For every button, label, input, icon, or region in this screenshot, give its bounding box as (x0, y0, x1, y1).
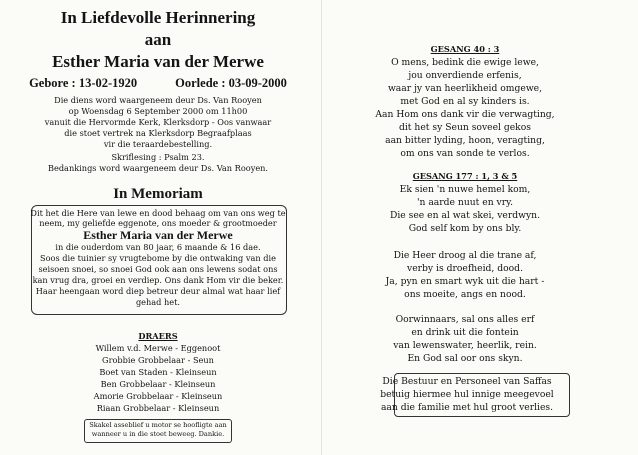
heading-aan: aan (144, 30, 172, 49)
service-line: die stoet vertrek na Klerksdorp Begraafplaas (64, 128, 252, 138)
hymn-line: dit het sy Seun soveel gekos (398, 122, 531, 133)
service-line: op Woensdag 6 September 2000 om 11h00 (68, 106, 248, 116)
hymn-line: van lewenswater, heerlik, rein. (393, 340, 537, 351)
pallbearer: Riaan Grobbelaar - Kleinseun (96, 403, 220, 413)
hymn-line: waar jy van heerlikheid omgewe, (387, 83, 543, 94)
hymn2-title: GESANG 177 : 1, 3 & 5 (412, 171, 518, 181)
hymn-line: Die Heer droog al die trane af, (393, 250, 537, 261)
hymn-line: Ja, pyn en smart wyk uit die hart - (385, 276, 545, 287)
condolence-line: betuig hiermee hul innige meegevoel (380, 389, 554, 400)
condolence-line: aan die familie met hul groot verlies. (380, 402, 554, 413)
memoriam-line: gehad het. (135, 297, 181, 307)
death-date: Oorlede : 03-09-2000 (175, 76, 287, 90)
deceased-name: Esther Maria van der Merwe (52, 52, 264, 71)
hymn-line: O mens, bedink die ewige lewe, (391, 57, 539, 68)
service-line: Die diens word waargeneem deur Ds. Van Rooyen (54, 95, 262, 105)
notice-line: wanneer u in die stoet beweeg. Dankie. (91, 430, 225, 438)
memoriam-line: seisoen snoei, so snoei God ook aan ons lewens sodat ons (38, 264, 278, 274)
birth-date: Gebore : 13-02-1920 (29, 76, 138, 90)
condolence-line: Die Bestuur en Personeel van Saffas (382, 376, 552, 387)
page-fold (321, 0, 322, 455)
pallbearers-title: DRAERS (138, 331, 178, 341)
memoriam-name: Esther Maria van der Merwe (83, 228, 233, 242)
notice-line: Skakel asseblief u motor se hoofligte aan (89, 421, 227, 429)
pallbearer: Grobbie Grobbelaar - Seun (102, 355, 214, 365)
memoriam-line: kan vrug dra, groei en verdiep. Ons dank Hom vir die beker. (32, 275, 284, 285)
hymn-line: om ons van sonde te verlos. (400, 148, 530, 159)
hymn1-title: GESANG 40 : 3 (430, 44, 500, 54)
pallbearer: Boet van Staden - Kleinseun (99, 367, 217, 377)
memoriam-line: Soos die tuinier sy vrugtebome by die ontwaking van die (40, 253, 276, 263)
hymn-line: Oorwinnaars, sal ons alles erf (395, 314, 535, 325)
hymn-line: En God sal oor ons skyn. (407, 353, 523, 364)
hymn-line: en drink uit die fontein (411, 327, 519, 338)
pallbearer: Willem v.d. Merwe - Eggenoot (95, 343, 221, 353)
memoriam-title: In Memoriam (113, 186, 203, 202)
pallbearer: Ben Grobbelaar - Kleinseun (100, 379, 216, 389)
hymn-line: jou onverdiende erfenis, (408, 70, 522, 81)
hymn-line: ons moeite, angs en nood. (404, 289, 526, 300)
hymn-line: Die see en al wat skei, verdwyn. (389, 210, 541, 221)
memoriam-line: in die ouderdom van 80 jaar, 6 maande & 16 dae. (55, 242, 261, 252)
memoriam-line: Dit het die Here van lewe en dood behaag om van ons weg te (30, 208, 286, 218)
hymn-line: Aan Hom ons dank vir die verwagting, (375, 109, 555, 120)
memoriam-line: neem, my geliefde eggenote, ons moeder & grootmoeder (39, 218, 277, 228)
hymn-line: verby is droefheid, dood. (407, 263, 523, 274)
scripture-reading: Skriflesing : Psalm 23. (111, 152, 205, 162)
hymn-line: Ek sien 'n nuwe hemel kom, (399, 184, 531, 195)
hymn-line: 'n aarde nuut en vry. (416, 197, 514, 208)
dates-row (8, 76, 308, 91)
thanks-line: Bedankings word waargeneem deur Ds. Van Rooyen. (47, 163, 269, 173)
hymn-line: God self kom by ons bly. (408, 223, 522, 234)
pallbearer: Amorie Grobbelaar - Kleinseun (93, 391, 223, 401)
hymn-line: met God en al sy kinders is. (400, 96, 530, 107)
service-line: vanuit die Hervormde Kerk, Klerksdorp - Oos vanwaar (44, 117, 272, 127)
hymn-line: aan bitter lyding, hoon, veragting, (385, 135, 545, 146)
service-line: vir die teraardebestelling. (103, 139, 213, 149)
heading: In Liefdevolle Herinnering (60, 8, 256, 27)
memoriam-line: Haar heengaan word diep betreur deur almal wat haar lief (35, 286, 281, 296)
